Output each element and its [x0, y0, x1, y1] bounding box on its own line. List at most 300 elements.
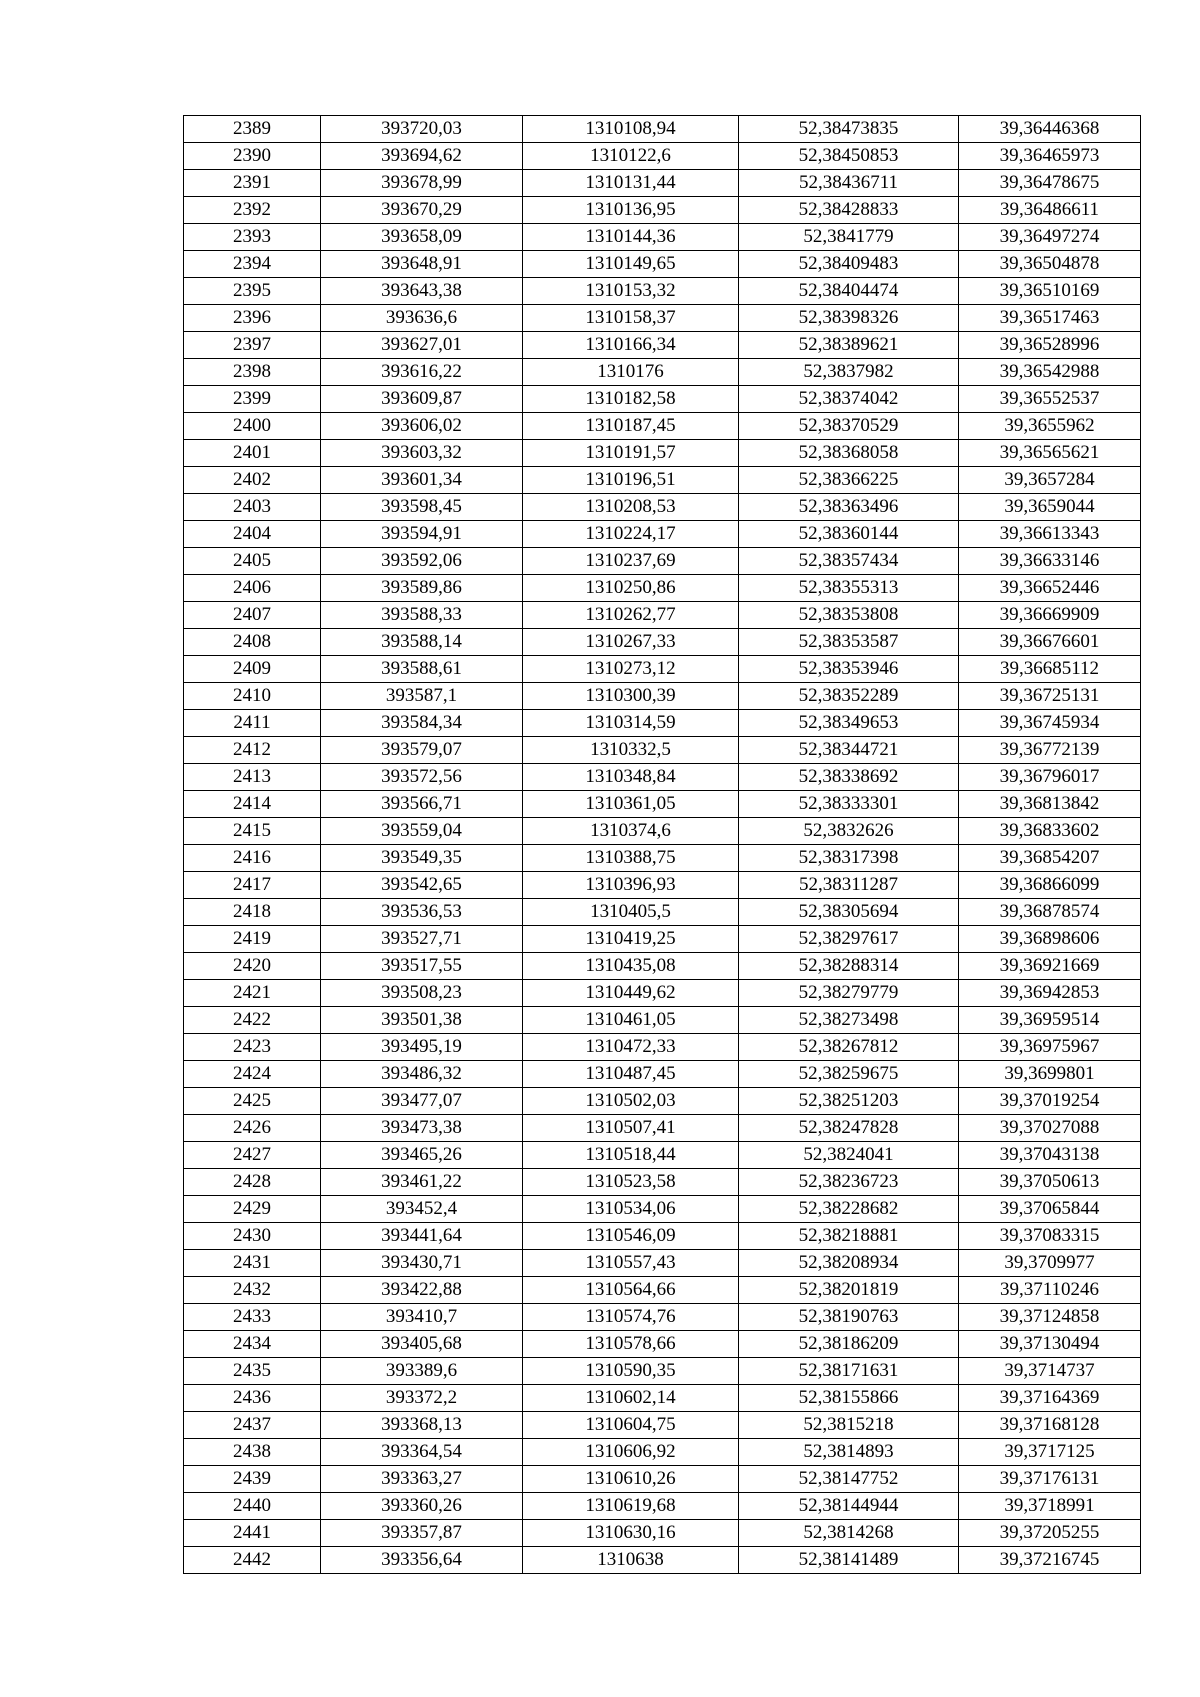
x-coordinate-cell: 393389,6 [321, 1358, 523, 1385]
latitude-cell: 52,38267812 [739, 1034, 959, 1061]
longitude-cell: 39,37216745 [959, 1547, 1141, 1574]
point-number-cell: 2427 [184, 1142, 321, 1169]
longitude-cell: 39,3699801 [959, 1061, 1141, 1088]
longitude-cell: 39,36975967 [959, 1034, 1141, 1061]
y-coordinate-cell: 1310144,36 [523, 224, 739, 251]
longitude-cell: 39,36613343 [959, 521, 1141, 548]
point-number-cell: 2434 [184, 1331, 321, 1358]
table-row [184, 1061, 1141, 1088]
x-coordinate-cell: 393579,07 [321, 737, 523, 764]
latitude-cell: 52,38353587 [739, 629, 959, 656]
x-coordinate-cell: 393598,45 [321, 494, 523, 521]
y-coordinate-cell: 1310590,35 [523, 1358, 739, 1385]
point-number-cell: 2428 [184, 1169, 321, 1196]
x-coordinate-cell: 393678,99 [321, 170, 523, 197]
x-coordinate-cell: 393694,62 [321, 143, 523, 170]
table-row [184, 656, 1141, 683]
x-coordinate-cell: 393405,68 [321, 1331, 523, 1358]
x-coordinate-cell: 393627,01 [321, 332, 523, 359]
x-coordinate-cell: 393357,87 [321, 1520, 523, 1547]
point-number-cell: 2441 [184, 1520, 321, 1547]
y-coordinate-cell: 1310108,94 [523, 116, 739, 143]
point-number-cell: 2397 [184, 332, 321, 359]
latitude-cell: 52,38247828 [739, 1115, 959, 1142]
latitude-cell: 52,38317398 [739, 845, 959, 872]
point-number-cell: 2418 [184, 899, 321, 926]
y-coordinate-cell: 1310136,95 [523, 197, 739, 224]
table-row [184, 494, 1141, 521]
table-row [184, 224, 1141, 251]
x-coordinate-cell: 393368,13 [321, 1412, 523, 1439]
x-coordinate-cell: 393477,07 [321, 1088, 523, 1115]
x-coordinate-cell: 393658,09 [321, 224, 523, 251]
point-number-cell: 2394 [184, 251, 321, 278]
y-coordinate-cell: 1310182,58 [523, 386, 739, 413]
table-row [184, 683, 1141, 710]
point-number-cell: 2405 [184, 548, 321, 575]
longitude-cell: 39,36510169 [959, 278, 1141, 305]
y-coordinate-cell: 1310534,06 [523, 1196, 739, 1223]
longitude-cell: 39,36854207 [959, 845, 1141, 872]
longitude-cell: 39,37130494 [959, 1331, 1141, 1358]
y-coordinate-cell: 1310606,92 [523, 1439, 739, 1466]
y-coordinate-cell: 1310208,53 [523, 494, 739, 521]
latitude-cell: 52,38368058 [739, 440, 959, 467]
table-row [184, 1493, 1141, 1520]
longitude-cell: 39,36833602 [959, 818, 1141, 845]
y-coordinate-cell: 1310546,09 [523, 1223, 739, 1250]
latitude-cell: 52,38355313 [739, 575, 959, 602]
longitude-cell: 39,36497274 [959, 224, 1141, 251]
table-row [184, 1223, 1141, 1250]
table-row [184, 170, 1141, 197]
latitude-cell: 52,38251203 [739, 1088, 959, 1115]
longitude-cell: 39,37168128 [959, 1412, 1141, 1439]
longitude-cell: 39,3659044 [959, 494, 1141, 521]
latitude-cell: 52,38305694 [739, 899, 959, 926]
longitude-cell: 39,3655962 [959, 413, 1141, 440]
longitude-cell: 39,37083315 [959, 1223, 1141, 1250]
longitude-cell: 39,37027088 [959, 1115, 1141, 1142]
longitude-cell: 39,36542988 [959, 359, 1141, 386]
x-coordinate-cell: 393584,34 [321, 710, 523, 737]
y-coordinate-cell: 1310405,5 [523, 899, 739, 926]
y-coordinate-cell: 1310502,03 [523, 1088, 739, 1115]
longitude-cell: 39,36745934 [959, 710, 1141, 737]
y-coordinate-cell: 1310396,93 [523, 872, 739, 899]
latitude-cell: 52,38338692 [739, 764, 959, 791]
y-coordinate-cell: 1310619,68 [523, 1493, 739, 1520]
x-coordinate-cell: 393636,6 [321, 305, 523, 332]
latitude-cell: 52,38297617 [739, 926, 959, 953]
x-coordinate-cell: 393430,71 [321, 1250, 523, 1277]
point-number-cell: 2389 [184, 116, 321, 143]
longitude-cell: 39,36478675 [959, 170, 1141, 197]
y-coordinate-cell: 1310262,77 [523, 602, 739, 629]
y-coordinate-cell: 1310250,86 [523, 575, 739, 602]
longitude-cell: 39,3718991 [959, 1493, 1141, 1520]
x-coordinate-cell: 393372,2 [321, 1385, 523, 1412]
x-coordinate-cell: 393648,91 [321, 251, 523, 278]
table-row [184, 1439, 1141, 1466]
latitude-cell: 52,38155866 [739, 1385, 959, 1412]
point-number-cell: 2417 [184, 872, 321, 899]
point-number-cell: 2408 [184, 629, 321, 656]
longitude-cell: 39,36652446 [959, 575, 1141, 602]
x-coordinate-cell: 393589,86 [321, 575, 523, 602]
x-coordinate-cell: 393592,06 [321, 548, 523, 575]
longitude-cell: 39,37110246 [959, 1277, 1141, 1304]
longitude-cell: 39,37205255 [959, 1520, 1141, 1547]
latitude-cell: 52,38236723 [739, 1169, 959, 1196]
table-row [184, 980, 1141, 1007]
x-coordinate-cell: 393363,27 [321, 1466, 523, 1493]
longitude-cell: 39,36772139 [959, 737, 1141, 764]
y-coordinate-cell: 1310435,08 [523, 953, 739, 980]
point-number-cell: 2414 [184, 791, 321, 818]
latitude-cell: 52,38171631 [739, 1358, 959, 1385]
table-row [184, 791, 1141, 818]
x-coordinate-cell: 393587,1 [321, 683, 523, 710]
table-row [184, 737, 1141, 764]
latitude-cell: 52,38398326 [739, 305, 959, 332]
longitude-cell: 39,36959514 [959, 1007, 1141, 1034]
latitude-cell: 52,38311287 [739, 872, 959, 899]
y-coordinate-cell: 1310461,05 [523, 1007, 739, 1034]
point-number-cell: 2425 [184, 1088, 321, 1115]
point-number-cell: 2420 [184, 953, 321, 980]
latitude-cell: 52,38428833 [739, 197, 959, 224]
longitude-cell: 39,36813842 [959, 791, 1141, 818]
x-coordinate-cell: 393588,14 [321, 629, 523, 656]
longitude-cell: 39,36528996 [959, 332, 1141, 359]
point-number-cell: 2392 [184, 197, 321, 224]
x-coordinate-cell: 393601,34 [321, 467, 523, 494]
latitude-cell: 52,38366225 [739, 467, 959, 494]
latitude-cell: 52,3832626 [739, 818, 959, 845]
longitude-cell: 39,36504878 [959, 251, 1141, 278]
point-number-cell: 2436 [184, 1385, 321, 1412]
y-coordinate-cell: 1310604,75 [523, 1412, 739, 1439]
y-coordinate-cell: 1310564,66 [523, 1277, 739, 1304]
point-number-cell: 2396 [184, 305, 321, 332]
y-coordinate-cell: 1310419,25 [523, 926, 739, 953]
point-number-cell: 2391 [184, 170, 321, 197]
x-coordinate-cell: 393606,02 [321, 413, 523, 440]
y-coordinate-cell: 1310602,14 [523, 1385, 739, 1412]
x-coordinate-cell: 393588,33 [321, 602, 523, 629]
longitude-cell: 39,37043138 [959, 1142, 1141, 1169]
longitude-cell: 39,36633146 [959, 548, 1141, 575]
table-row [184, 1115, 1141, 1142]
latitude-cell: 52,38374042 [739, 386, 959, 413]
table-row [184, 872, 1141, 899]
longitude-cell: 39,36669909 [959, 602, 1141, 629]
y-coordinate-cell: 1310122,6 [523, 143, 739, 170]
point-number-cell: 2439 [184, 1466, 321, 1493]
y-coordinate-cell: 1310578,66 [523, 1331, 739, 1358]
latitude-cell: 52,38389621 [739, 332, 959, 359]
longitude-cell: 39,36517463 [959, 305, 1141, 332]
table-row [184, 521, 1141, 548]
table-row [184, 1007, 1141, 1034]
table-row [184, 764, 1141, 791]
latitude-cell: 52,38450853 [739, 143, 959, 170]
point-number-cell: 2421 [184, 980, 321, 1007]
coordinates-table-body [184, 116, 1141, 1574]
latitude-cell: 52,38436711 [739, 170, 959, 197]
point-number-cell: 2402 [184, 467, 321, 494]
y-coordinate-cell: 1310153,32 [523, 278, 739, 305]
latitude-cell: 52,3841779 [739, 224, 959, 251]
latitude-cell: 52,38353946 [739, 656, 959, 683]
latitude-cell: 52,38363496 [739, 494, 959, 521]
x-coordinate-cell: 393603,32 [321, 440, 523, 467]
y-coordinate-cell: 1310472,33 [523, 1034, 739, 1061]
point-number-cell: 2424 [184, 1061, 321, 1088]
x-coordinate-cell: 393609,87 [321, 386, 523, 413]
latitude-cell: 52,38333301 [739, 791, 959, 818]
y-coordinate-cell: 1310131,44 [523, 170, 739, 197]
table-row [184, 1520, 1141, 1547]
latitude-cell: 52,3814893 [739, 1439, 959, 1466]
x-coordinate-cell: 393643,38 [321, 278, 523, 305]
longitude-cell: 39,37124858 [959, 1304, 1141, 1331]
longitude-cell: 39,36465973 [959, 143, 1141, 170]
point-number-cell: 2419 [184, 926, 321, 953]
latitude-cell: 52,38147752 [739, 1466, 959, 1493]
latitude-cell: 52,3824041 [739, 1142, 959, 1169]
point-number-cell: 2401 [184, 440, 321, 467]
x-coordinate-cell: 393452,4 [321, 1196, 523, 1223]
y-coordinate-cell: 1310638 [523, 1547, 739, 1574]
table-row [184, 1412, 1141, 1439]
x-coordinate-cell: 393360,26 [321, 1493, 523, 1520]
latitude-cell: 52,38409483 [739, 251, 959, 278]
y-coordinate-cell: 1310557,43 [523, 1250, 739, 1277]
point-number-cell: 2412 [184, 737, 321, 764]
table-row [184, 359, 1141, 386]
y-coordinate-cell: 1310348,84 [523, 764, 739, 791]
point-number-cell: 2416 [184, 845, 321, 872]
point-number-cell: 2432 [184, 1277, 321, 1304]
y-coordinate-cell: 1310610,26 [523, 1466, 739, 1493]
latitude-cell: 52,38352289 [739, 683, 959, 710]
table-row [184, 1088, 1141, 1115]
x-coordinate-cell: 393572,56 [321, 764, 523, 791]
latitude-cell: 52,3815218 [739, 1412, 959, 1439]
x-coordinate-cell: 393508,23 [321, 980, 523, 1007]
table-row [184, 1466, 1141, 1493]
y-coordinate-cell: 1310273,12 [523, 656, 739, 683]
longitude-cell: 39,36898606 [959, 926, 1141, 953]
y-coordinate-cell: 1310487,45 [523, 1061, 739, 1088]
table-row [184, 1169, 1141, 1196]
longitude-cell: 39,37176131 [959, 1466, 1141, 1493]
x-coordinate-cell: 393461,22 [321, 1169, 523, 1196]
x-coordinate-cell: 393527,71 [321, 926, 523, 953]
point-number-cell: 2390 [184, 143, 321, 170]
latitude-cell: 52,38208934 [739, 1250, 959, 1277]
table-row [184, 926, 1141, 953]
x-coordinate-cell: 393536,53 [321, 899, 523, 926]
x-coordinate-cell: 393588,61 [321, 656, 523, 683]
table-row [184, 143, 1141, 170]
x-coordinate-cell: 393517,55 [321, 953, 523, 980]
table-row [184, 1277, 1141, 1304]
table-row [184, 845, 1141, 872]
x-coordinate-cell: 393559,04 [321, 818, 523, 845]
point-number-cell: 2415 [184, 818, 321, 845]
y-coordinate-cell: 1310574,76 [523, 1304, 739, 1331]
table-row [184, 575, 1141, 602]
latitude-cell: 52,38404474 [739, 278, 959, 305]
latitude-cell: 52,38279779 [739, 980, 959, 1007]
point-number-cell: 2407 [184, 602, 321, 629]
latitude-cell: 52,3814268 [739, 1520, 959, 1547]
y-coordinate-cell: 1310166,34 [523, 332, 739, 359]
latitude-cell: 52,38353808 [739, 602, 959, 629]
y-coordinate-cell: 1310158,37 [523, 305, 739, 332]
latitude-cell: 52,38190763 [739, 1304, 959, 1331]
point-number-cell: 2422 [184, 1007, 321, 1034]
latitude-cell: 52,38218881 [739, 1223, 959, 1250]
latitude-cell: 52,38473835 [739, 116, 959, 143]
table-row [184, 1385, 1141, 1412]
y-coordinate-cell: 1310332,5 [523, 737, 739, 764]
point-number-cell: 2431 [184, 1250, 321, 1277]
longitude-cell: 39,36685112 [959, 656, 1141, 683]
point-number-cell: 2400 [184, 413, 321, 440]
longitude-cell: 39,3714737 [959, 1358, 1141, 1385]
table-row [184, 818, 1141, 845]
latitude-cell: 52,38349653 [739, 710, 959, 737]
point-number-cell: 2411 [184, 710, 321, 737]
table-row [184, 116, 1141, 143]
longitude-cell: 39,36878574 [959, 899, 1141, 926]
x-coordinate-cell: 393441,64 [321, 1223, 523, 1250]
point-number-cell: 2442 [184, 1547, 321, 1574]
table-row [184, 1034, 1141, 1061]
y-coordinate-cell: 1310314,59 [523, 710, 739, 737]
longitude-cell: 39,37164369 [959, 1385, 1141, 1412]
longitude-cell: 39,36921669 [959, 953, 1141, 980]
table-row [184, 251, 1141, 278]
table-row [184, 1331, 1141, 1358]
x-coordinate-cell: 393566,71 [321, 791, 523, 818]
table-row [184, 332, 1141, 359]
y-coordinate-cell: 1310630,16 [523, 1520, 739, 1547]
longitude-cell: 39,37019254 [959, 1088, 1141, 1115]
longitude-cell: 39,3657284 [959, 467, 1141, 494]
table-row [184, 1196, 1141, 1223]
point-number-cell: 2409 [184, 656, 321, 683]
point-number-cell: 2398 [184, 359, 321, 386]
longitude-cell: 39,36446368 [959, 116, 1141, 143]
latitude-cell: 52,38259675 [739, 1061, 959, 1088]
longitude-cell: 39,36942853 [959, 980, 1141, 1007]
latitude-cell: 52,38288314 [739, 953, 959, 980]
point-number-cell: 2440 [184, 1493, 321, 1520]
x-coordinate-cell: 393495,19 [321, 1034, 523, 1061]
y-coordinate-cell: 1310374,6 [523, 818, 739, 845]
latitude-cell: 52,38370529 [739, 413, 959, 440]
latitude-cell: 52,38228682 [739, 1196, 959, 1223]
table-row [184, 440, 1141, 467]
point-number-cell: 2410 [184, 683, 321, 710]
latitude-cell: 52,38344721 [739, 737, 959, 764]
table-row [184, 305, 1141, 332]
y-coordinate-cell: 1310149,65 [523, 251, 739, 278]
x-coordinate-cell: 393501,38 [321, 1007, 523, 1034]
point-number-cell: 2423 [184, 1034, 321, 1061]
y-coordinate-cell: 1310388,75 [523, 845, 739, 872]
table-row [184, 386, 1141, 413]
longitude-cell: 39,3709977 [959, 1250, 1141, 1277]
longitude-cell: 39,36676601 [959, 629, 1141, 656]
y-coordinate-cell: 1310187,45 [523, 413, 739, 440]
y-coordinate-cell: 1310267,33 [523, 629, 739, 656]
latitude-cell: 52,38186209 [739, 1331, 959, 1358]
table-row [184, 602, 1141, 629]
table-row [184, 1304, 1141, 1331]
y-coordinate-cell: 1310523,58 [523, 1169, 739, 1196]
x-coordinate-cell: 393465,26 [321, 1142, 523, 1169]
longitude-cell: 39,36552537 [959, 386, 1141, 413]
longitude-cell: 39,37050613 [959, 1169, 1141, 1196]
table-row [184, 1142, 1141, 1169]
coordinates-table [183, 115, 1141, 1574]
longitude-cell: 39,36565621 [959, 440, 1141, 467]
table-row [184, 899, 1141, 926]
table-row [184, 1250, 1141, 1277]
point-number-cell: 2433 [184, 1304, 321, 1331]
point-number-cell: 2413 [184, 764, 321, 791]
table-row [184, 548, 1141, 575]
point-number-cell: 2438 [184, 1439, 321, 1466]
latitude-cell: 52,3837982 [739, 359, 959, 386]
point-number-cell: 2426 [184, 1115, 321, 1142]
latitude-cell: 52,38144944 [739, 1493, 959, 1520]
point-number-cell: 2435 [184, 1358, 321, 1385]
point-number-cell: 2395 [184, 278, 321, 305]
y-coordinate-cell: 1310176 [523, 359, 739, 386]
latitude-cell: 52,38273498 [739, 1007, 959, 1034]
table-row [184, 467, 1141, 494]
longitude-cell: 39,37065844 [959, 1196, 1141, 1223]
x-coordinate-cell: 393594,91 [321, 521, 523, 548]
y-coordinate-cell: 1310224,17 [523, 521, 739, 548]
point-number-cell: 2406 [184, 575, 321, 602]
y-coordinate-cell: 1310196,51 [523, 467, 739, 494]
table-row [184, 1358, 1141, 1385]
y-coordinate-cell: 1310507,41 [523, 1115, 739, 1142]
point-number-cell: 2404 [184, 521, 321, 548]
table-row [184, 710, 1141, 737]
x-coordinate-cell: 393422,88 [321, 1277, 523, 1304]
longitude-cell: 39,3717125 [959, 1439, 1141, 1466]
y-coordinate-cell: 1310449,62 [523, 980, 739, 1007]
x-coordinate-cell: 393473,38 [321, 1115, 523, 1142]
x-coordinate-cell: 393616,22 [321, 359, 523, 386]
table-row [184, 1547, 1141, 1574]
longitude-cell: 39,36796017 [959, 764, 1141, 791]
longitude-cell: 39,36725131 [959, 683, 1141, 710]
point-number-cell: 2429 [184, 1196, 321, 1223]
x-coordinate-cell: 393720,03 [321, 116, 523, 143]
y-coordinate-cell: 1310518,44 [523, 1142, 739, 1169]
x-coordinate-cell: 393542,65 [321, 872, 523, 899]
